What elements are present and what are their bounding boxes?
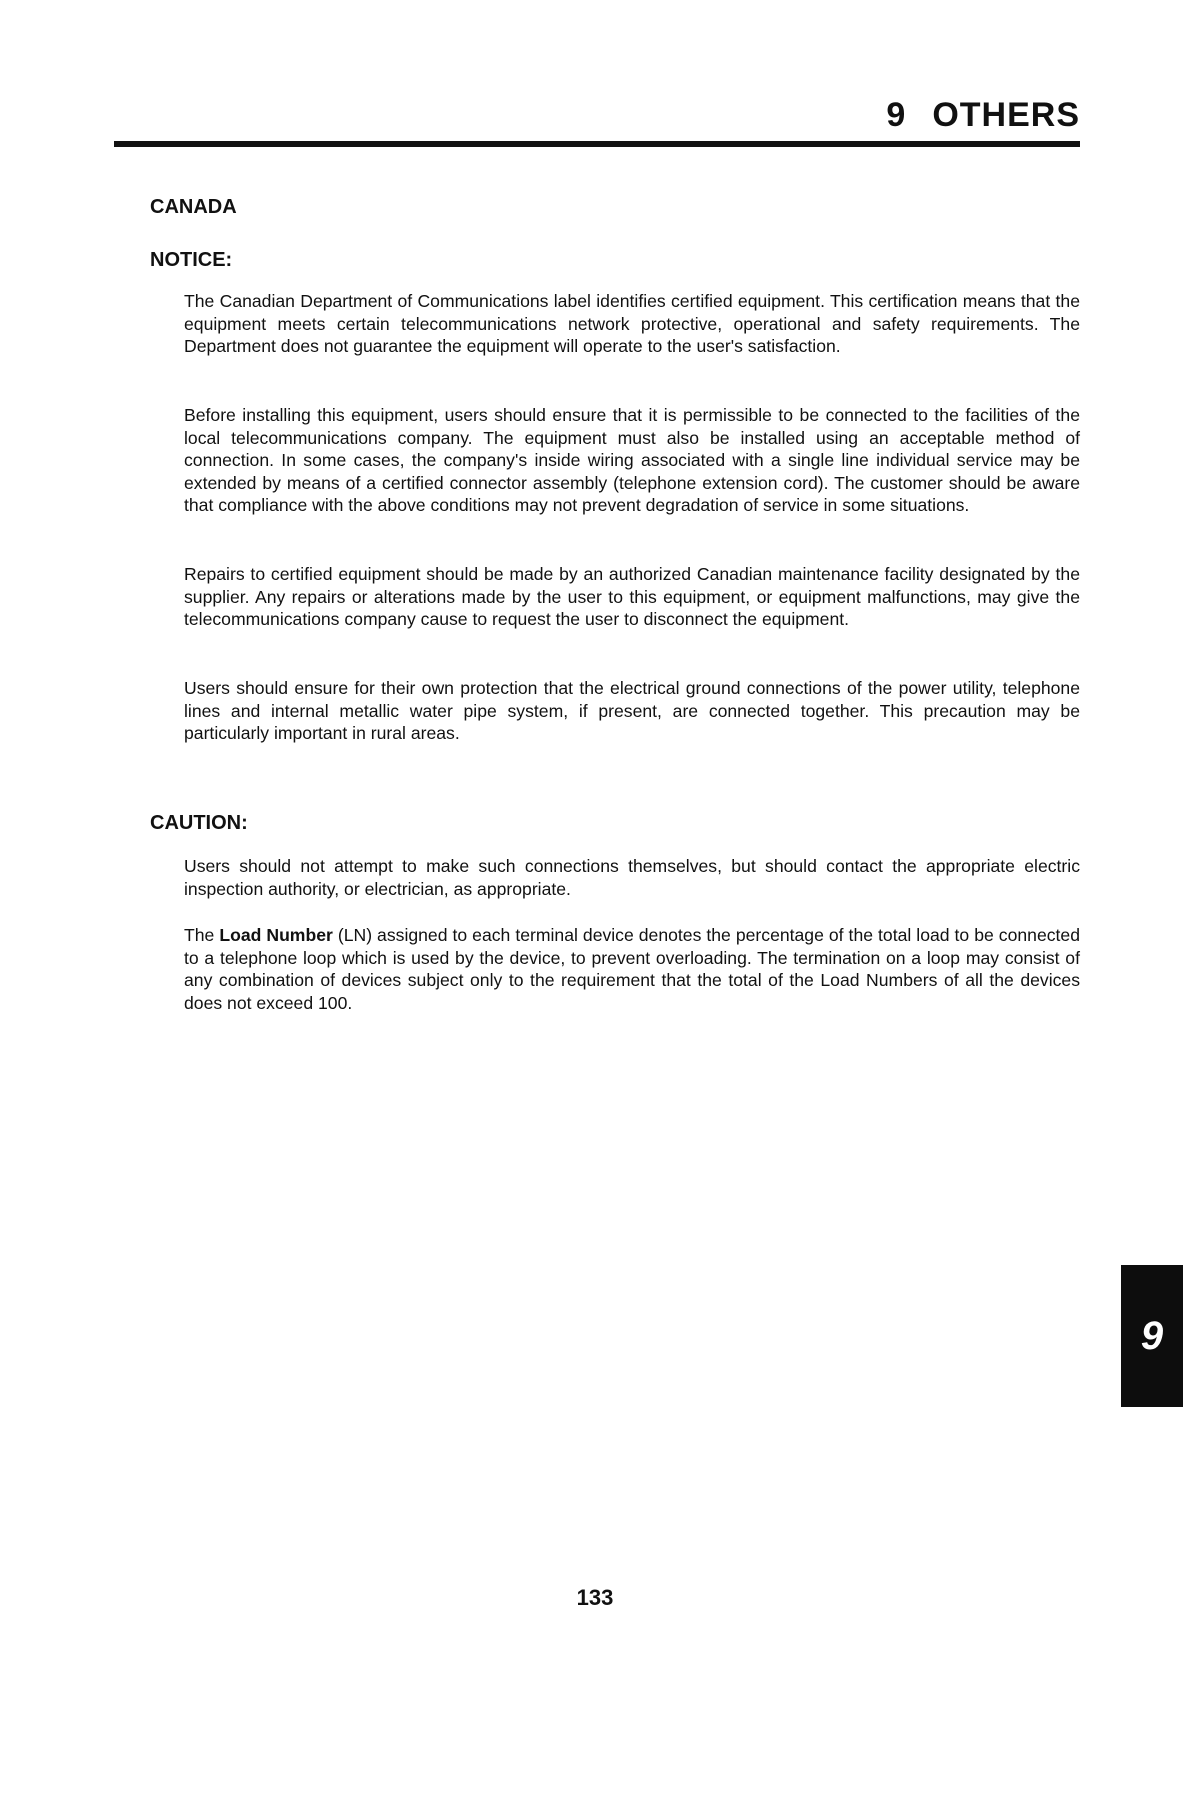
load-number-term: Load Number <box>219 925 333 945</box>
chapter-divider <box>114 141 1080 147</box>
caution-paragraph: Users should not attempt to make such connections themselves, but should contact the appropriate electric inspection authority, or electrician, as appropriate. <box>184 856 1080 899</box>
chapter-name: OTHERS <box>932 96 1080 134</box>
notice-heading: NOTICE: <box>150 249 233 271</box>
chapter-title <box>886 96 1080 135</box>
chapter-tab-number: 9 <box>1140 1313 1164 1358</box>
notice-paragraph: Before installing this equipment, users should ensure that it is permissible to be connected to the facilities of the local telecommunications company. The equipment must also be installed using an acceptable method of connection. In some cases, the company's inside wiring associated with a single line individual service may be extended by means of a certified connector assembly (telephone extension cord). The customer should be aware that compliance with the above conditions may not prevent degradation of service in some situations. <box>184 405 1080 516</box>
notice-paragraph: Repairs to certified equipment should be made by an authorized Canadian maintenance facility designated by the supplier. Any repairs or alterations made by the user to this equipment, or equipment malfunctions, may give the telecommunications company cause to request the user to disconnect the equipment. <box>184 564 1080 630</box>
load-number-prefix: The <box>184 925 220 945</box>
chapter-number: 9 <box>886 96 907 134</box>
notice-paragraph: The Canadian Department of Communications label identifies certified equipment. This certification means that the equipment meets certain telecommunications network protective, operational and safety requirements. The Department does not guarantee the equipment will operate to the user's satisfaction. <box>184 291 1080 357</box>
notice-paragraph: Users should ensure for their own protection that the electrical ground connections of the power utility, telephone lines and internal metallic water pipe system, if present, are connected together. This precaution may be particularly important in rural areas. <box>184 678 1080 744</box>
page-number: 133 <box>576 1585 614 1610</box>
canada-heading: CANADA <box>150 196 237 218</box>
caution-heading: CAUTION: <box>150 812 248 834</box>
load-number-paragraph <box>184 924 1080 1014</box>
chapter-tab <box>1121 1265 1183 1407</box>
load-number-text: (LN) assigned to each terminal device denotes the percentage of the total load to be connected to a telephone loop which is used by the device, to prevent overloading. The termination on a loop may consist of any combination of devices subject only to the requirement that the total of the Load Numbers of all the devices does not exceed 100. <box>184 925 1080 1013</box>
